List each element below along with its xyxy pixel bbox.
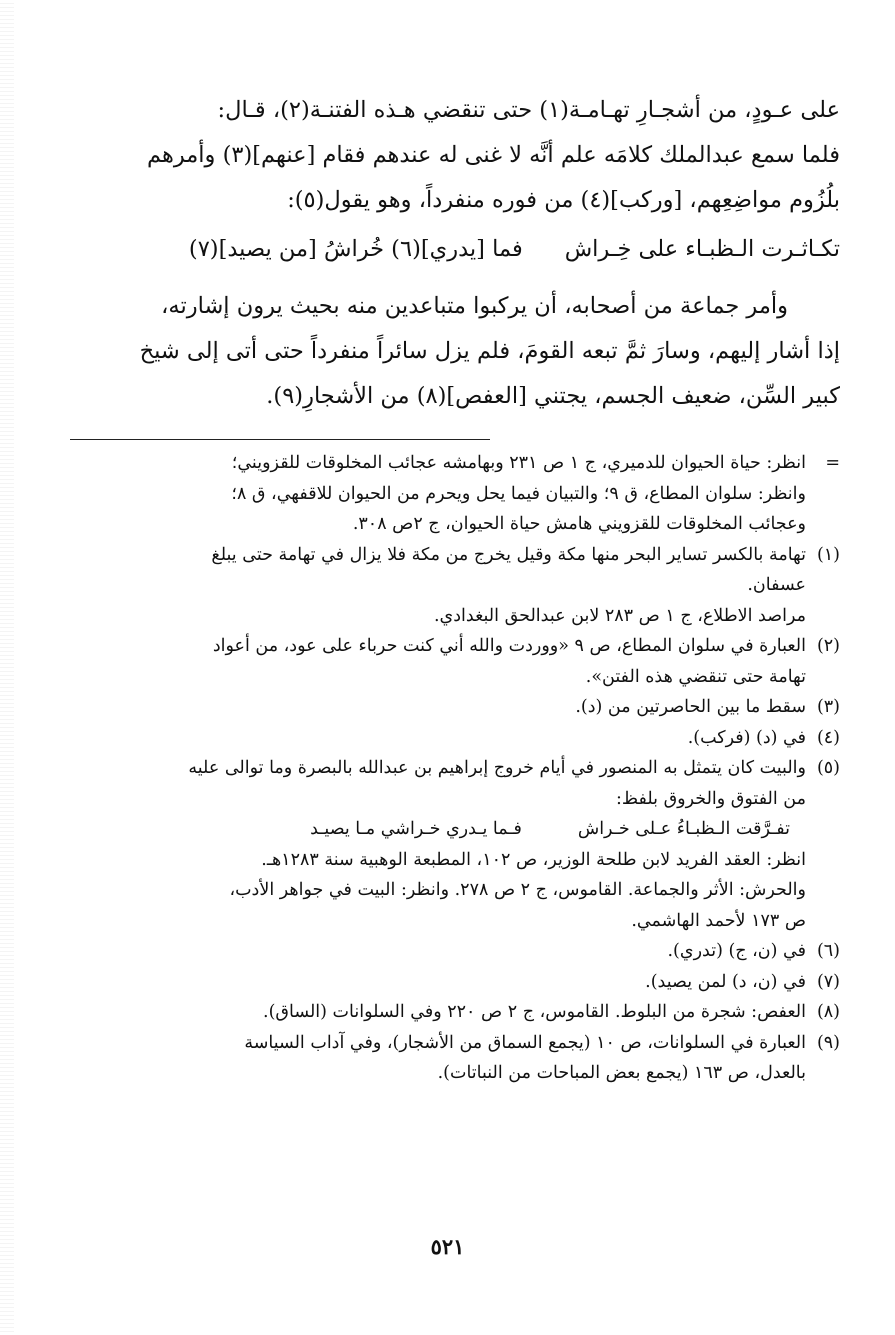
footnote-marker: (٦) [816,941,840,961]
footnote-verse [70,814,806,845]
footnote-5 [70,753,840,936]
verse-first-hemistich: تفـرَّقت الـظبـاءُ عـلى خـراش [577,819,790,839]
main-line: كبير السِّن، ضعيف الجسم، يجتني [العفص](٨) من الأشجارِ(٩). [266,383,840,409]
footnote-marker: (٥) [816,758,840,778]
footnote-line: العبارة في سلوان المطاع، ص ٩ «ووردت والله أني كنت حرباء على عود، من أعواد [212,636,806,656]
footnote-line: ص ١٧٣ لأحمد الهاشمي. [631,910,806,931]
verse-first-hemistich: تكـاثـرت الـظبـاء على خِـراش [564,236,840,262]
main-line: فلما سمع عبدالملك كلامَه علم أنَّه لا غنى له عندهم فقام [عنهم](٣) وأمرهم [147,142,840,168]
footnote-line: والبيت كان يتمثل به المنصور في أيام خروج إبراهيم بن عبدالله بالبصرة وما توالى عليه [188,758,806,778]
page-number: ٥٢١ [430,1234,465,1259]
footnote-line: في (ن، ج) (تدري). [667,941,806,961]
footnote-marker: = [825,453,840,473]
main-line: إذا أشار إليهم، وسارَ ثمَّ تبعه القومَ، فلم يزل سائراً منفرداً حتى أتى إلى شيخ [139,338,840,364]
verse-second-hemistich: فـما يـدري خـراشي مـا يصيـد [310,819,522,839]
footnote-line: من الفتوق والخروق بلفظ: [616,788,806,809]
footnote-line: في (ن، د) لمن يصيد). [645,971,806,992]
footnote-8 [70,997,840,1028]
page-content [70,88,840,1089]
footnote-9 [70,1028,840,1089]
footnote-marker: (٤) [816,727,840,748]
footnote-line: تهامة بالكسر تساير البحر منها مكة وقيل يخرج من مكة فلا يزال في تهامة حتى يبلغ [211,544,806,565]
footnote-marker: (٩) [816,1032,840,1053]
footnote-line: العبارة في السلوانات، ص ١٠ (يجمع السماق من الأشجار)، وفي آداب السياسة [244,1032,806,1053]
footnote-line: والحرش: الأثر والجماعة. القاموس، ج ٢ ص ٢٧٨. وانظر: البيت في جواهر الأدب، [229,880,806,900]
footnote-line: تهامة حتى تنقضي هذه الفتن». [585,666,806,687]
footnote-line: عسفان. [747,575,806,595]
footnote-3 [70,692,840,723]
main-line: بلُزُوم مواضِعِهم، [وركب](٤) من فوره منفرداً، وهو يقول(٥): [287,187,840,213]
footnote-4 [70,723,840,754]
footnote-line: في (د) (فركب). [687,727,806,748]
footnote-marker: (٢) [816,636,840,656]
footnotes [70,448,840,1089]
scan-edge [0,0,14,1335]
footnote-marker: (٣) [816,697,840,717]
verse [70,227,840,272]
footnote-1 [70,540,840,632]
footnote-line: بالعدل، ص ١٦٣ (يجمع بعض المباحات من النباتات). [437,1063,806,1083]
footnote-separator [70,439,490,440]
footnote-line: مراصد الاطلاع، ج ١ ص ٢٨٣ لابن عبدالحق البغدادي. [433,605,806,626]
main-line: وأمر جماعة من أصحابه، أن يركبوا متباعدين منه بحيث يرون إشارته، [161,293,788,319]
footnote-line: سقط ما بين الحاصرتين من (د). [575,697,806,717]
footnote-6 [70,936,840,967]
footnote-7 [70,967,840,998]
footnote-marker: (٨) [816,1002,840,1022]
footnote-marker: (٧) [816,971,840,992]
footnote-line: وانظر: سلوان المطاع، ق ٩؛ والتبيان فيما يحل ويحرم من الحيوان للاقفهي، ق ٨؛ [231,483,806,504]
footnote-marker: (١) [816,544,840,565]
footnote-line: العفص: شجرة من البلوط. القاموس، ج ٢ ص ٢٢٠ وفي السلوانات (الساق). [263,1002,806,1022]
main-line: على عـودٍ، من أشجـارِ تهـامـة(١) حتى تنقضي هـذه الفتنـة(٢)، قـال: [217,97,840,123]
footnote-line: انظر: حياة الحيوان للدميري، ج ١ ص ٢٣١ وبهامشه عجائب المخلوقات للقزويني؛ [231,453,806,473]
footnote-2 [70,631,840,692]
verse-second-hemistich: فما [يدري](٦) خُراشُ [من يصيد](٧) [188,236,523,262]
footnote-continued [70,448,840,540]
main-text [70,88,840,419]
footnote-line: انظر: العقد الفريد لابن طلحة الوزير، ص ١٠٢، المطبعة الوهبية سنة ١٢٨٣هـ. [261,849,806,870]
footnote-line: وعجائب المخلوقات للقزويني هامش حياة الحيوان، ج ٢ص ٣٠٨. [352,514,806,534]
